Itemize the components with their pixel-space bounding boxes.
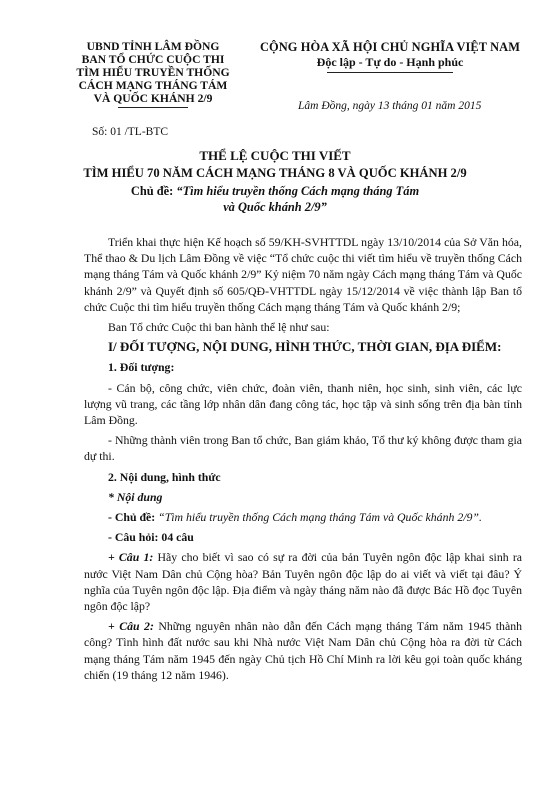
question-label: + Câu 1: [108,550,158,565]
issuance-line: Ban Tổ chức Cuộc thi ban hành thể lệ như sau: [108,320,330,335]
question-1 [84,549,522,614]
intro-paragraph: Triển khai thực hiện Kế hoạch số 59/KH-SVHTTDL ngày 13/10/2014 của Sở Văn hóa, Thể thao & Du lịch Lâm Đồng về việc “Tổ chức cuộc thi viết tìm hiểu về truyền thống Cách mạng tháng Tám và Quốc khánh 2/9” Kỷ niệm 70 năm ngày Cách mạng tháng Tám và Quốc khánh 2/9” và Quyết định số 605/QĐ-VHTTDL ngày 15/12/2014 về việc thành lập Ban tổ chức Cuộc thi tìm hiểu truyền thống Cách mạng tháng Tám và Quốc khánh 2/9; [84,235,522,314]
org-line: VÀ QUỐC KHÁNH 2/9 [93,92,213,105]
org-line: BAN TỔ CHỨC CUỘC THI [81,53,225,66]
document-title: THỂ LỆ CUỘC THI VIẾT [199,148,351,163]
theme-text-cont: và Quốc khánh 2/9” [223,200,327,214]
issuing-organization [58,40,248,108]
section-heading: I/ ĐỐI TƯỢNG, NỘI DUNG, HÌNH THỨC, THỜI GIAN, ĐỊA ĐIỂM: [108,339,502,355]
org-underline [118,107,188,108]
theme-prefix: - Chủ đề: [108,510,159,525]
participant-paragraph: - Cán bộ, công chức, viên chức, đoàn viên, thanh niên, học sinh, sinh viên, các lực lượng vũ trang, các tầng lớp nhân dân đang công tác, học tập và sinh sống trên địa bàn tỉnh Lâm Đồng. [84,380,522,428]
national-motto: Độc lập - Tự do - Hạnh phúc [316,55,464,69]
question-2 [84,618,522,683]
contest-theme [40,183,510,215]
content-label: * Nội dung [108,489,163,504]
subsection-heading: 2. Nội dung, hình thức [108,469,221,484]
question-text: Những nguyên nhân nào dẫn đến Cách mạng tháng Tám năm 1945 thành công? Tình hình đất nước sau khi Nhà nước Việt Nam Dân chủ Cộng hòa ra đời từ Cách mạng tháng Tám năm 1945 đến ngày Chủ tịch Hồ Chí Minh ra lời kêu gọi toàn quốc kháng chiến (19 tháng 12 năm 1946). [84,619,522,682]
theme-line [84,509,522,525]
issue-date: Lâm Đồng, ngày 13 tháng 01 năm 2015 [298,100,482,112]
org-line: CÁCH MẠNG THÁNG TÁM [78,79,228,92]
question-text: Hãy cho biết vì sao có sự ra đời của bản Tuyên ngôn độc lập khai sinh ra nước Việt Nam Dân chủ Cộng hòa? Bản Tuyên ngôn độc lập do ai viết và viết tại đâu? Ý nghĩa của Tuyên ngôn độc lập. Địa điểm và ngày tháng năm nào đã được Bác Hồ đọc Tuyên ngôn độc lập? [84,550,522,614]
org-line: TÌM HIỂU TRUYỀN THỐNG [76,66,230,79]
question-label: + Câu 2: [108,619,159,634]
subsection-heading: 1. Đối tượng: [108,360,175,375]
theme-value: “Tìm hiểu truyền thống Cách mạng tháng Tám và Quốc khánh 2/9”. [158,510,482,525]
nation-name: CỘNG HÒA XÃ HỘI CHỦ NGHĨA VIỆT NAM [259,40,521,54]
exclusion-paragraph: - Những thành viên trong Ban tổ chức, Ban giám khảo, Tổ thư ký không được tham gia dự thi. [84,433,522,464]
motto-underline [327,72,453,73]
document-number: Số: 01 /TL-BTC [92,126,169,138]
org-line: UBND TỈNH LÂM ĐỒNG [86,40,220,53]
document-body [84,234,522,683]
theme-label: Chủ đề: [130,184,177,198]
document-subtitle: TÌM HIỂU 70 NĂM CÁCH MẠNG THÁNG 8 VÀ QUỐC KHÁNH 2/9 [83,166,467,180]
questions-count: - Câu hỏi: 04 câu [108,530,194,545]
theme-text: “Tìm hiểu truyền thống Cách mạng tháng Tám [176,184,420,198]
national-heading [256,40,524,73]
